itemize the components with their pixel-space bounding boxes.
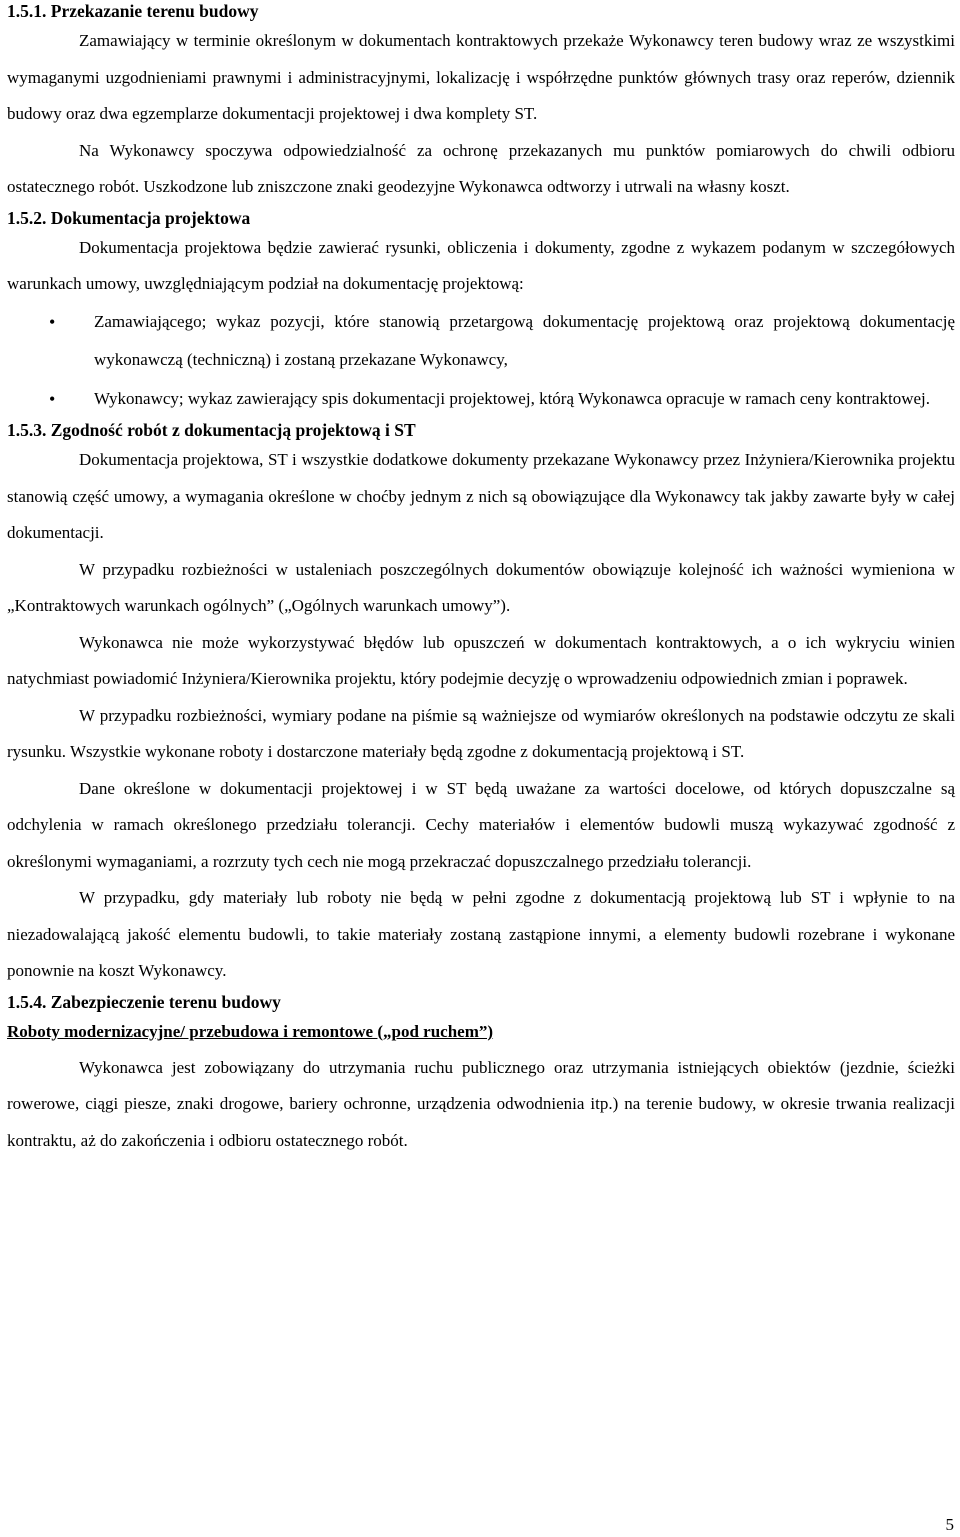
section-heading-1-5-3: 1.5.3. Zgodność robót z dokumentacją projektową i ST xyxy=(7,420,416,440)
page-number: 5 xyxy=(945,1515,954,1534)
paragraph: Dane określone w dokumentacji projektowej i w ST będą uważane za wartości docelowe, od których dopuszczalne są odchylenia w ramach określonego przedziału tolerancji. Cechy materiałów i elementów budowli muszą wykazywać zgodność z określonymi wymaganiami, a rozrzuty tych cech nie mogą przekraczać dopuszczalnego przedziału tolerancji. xyxy=(7,778,955,871)
bullet-list xyxy=(7,303,955,419)
subsection-heading: Roboty modernizacyjne/ przebudowa i remontowe („pod ruchem”) xyxy=(7,1021,494,1041)
document-page xyxy=(7,0,955,1159)
list-item xyxy=(7,303,955,380)
paragraph: Dokumentacja projektowa, ST i wszystkie dodatkowe dokumenty przekazane Wykonawcy przez Inżyniera/Kierownika projektu stanowią część umowy, a wymagania określone w choćby jednym z nich są obowiązujące dla Wykonawcy tak jakby zawarte były w całej dokumentacji. xyxy=(7,450,955,542)
paragraph: Dokumentacja projektowa będzie zawierać rysunki, obliczenia i dokumenty, zgodne z wykazem podanym w szczegółowych warunkach umowy, uwzględniającym podział na dokumentację projektową: xyxy=(7,237,955,293)
section-heading-1-5-2: 1.5.2. Dokumentacja projektowa xyxy=(7,207,251,228)
paragraph: W przypadku, gdy materiały lub roboty nie będą w pełni zgodne z dokumentacją projektową lub ST i wpłynie to na niezadowalającą jakość elementu budowli, to takie materiały zostaną zastąpione innymi, a elementy budowli rozebrane i wykonane ponownie na koszt Wykonawcy. xyxy=(7,888,955,980)
list-item-text: Zamawiającego; wykaz pozycji, które stanowią przetargową dokumentację projektową oraz projektową dokumentację wykonawczą (techniczną) i zostaną przekazane Wykonawcy, xyxy=(94,311,955,369)
list-item-text: Wykonawcy; wykaz zawierający spis dokumentacji projektowej, którą Wykonawca opracuje w ramach ceny kontraktowej. xyxy=(94,388,930,408)
paragraph: Na Wykonawcy spoczywa odpowiedzialność za ochronę przekazanych mu punktów pomiarowych do chwili odbioru ostatecznego robót. Uszkodzone lub zniszczone znaki geodezyjne Wykonawca odtworzy i utrwali na własny koszt. xyxy=(7,140,955,196)
list-item xyxy=(7,380,955,419)
bullet-icon: • xyxy=(49,388,56,409)
section-heading-1-5-1: 1.5.1. Przekazanie terenu budowy xyxy=(7,1,259,21)
paragraph: Wykonawca jest zobowiązany do utrzymania ruchu publicznego oraz utrzymania istniejących obiektów (jezdnie, ścieżki rowerowe, ciągi piesze, znaki drogowe, bariery ochronne, urządzenia odwodnienia itp.) na terenie budowy, w okresie trwania realizacji kontraktu, aż do zakończenia i odbioru ostatecznego robót. xyxy=(7,1057,955,1150)
paragraph: Wykonawca nie może wykorzystywać błędów lub opuszczeń w dokumentach kontraktowych, a o ich wykryciu winien natychmiast powiadomić Inżyniera/Kierownika projektu, który podejmie decyzję o wprowadzeniu odpowiednich zmian i poprawek. xyxy=(7,632,955,688)
paragraph: W przypadku rozbieżności, wymiary podane na piśmie są ważniejsze od wymiarów określonych na podstawie odczytu ze skali rysunku. Wszystkie wykonane roboty i dostarczone materiały będą zgodne z dokumentacją projektową i ST. xyxy=(7,705,955,761)
paragraph: Zamawiający w terminie określonym w dokumentach kontraktowych przekaże Wykonawcy teren budowy wraz ze wszystkimi wymaganymi uzgodnieniami prawnymi i administracyjnymi, lokalizację i współrzędne punktów głównych trasy oraz reperów, dziennik budowy oraz dwa egzemplarze dokumentacji projektowej i dwa komplety ST. xyxy=(7,31,955,123)
bullet-icon: • xyxy=(49,311,56,332)
section-heading-1-5-4: 1.5.4. Zabezpieczenie terenu budowy xyxy=(7,991,281,1012)
paragraph: W przypadku rozbieżności w ustaleniach poszczególnych dokumentów obowiązuje kolejność ich ważności wymieniona w „Kontraktowych warunkach ogólnych” („Ogólnych warunkach umowy”). xyxy=(7,559,955,615)
